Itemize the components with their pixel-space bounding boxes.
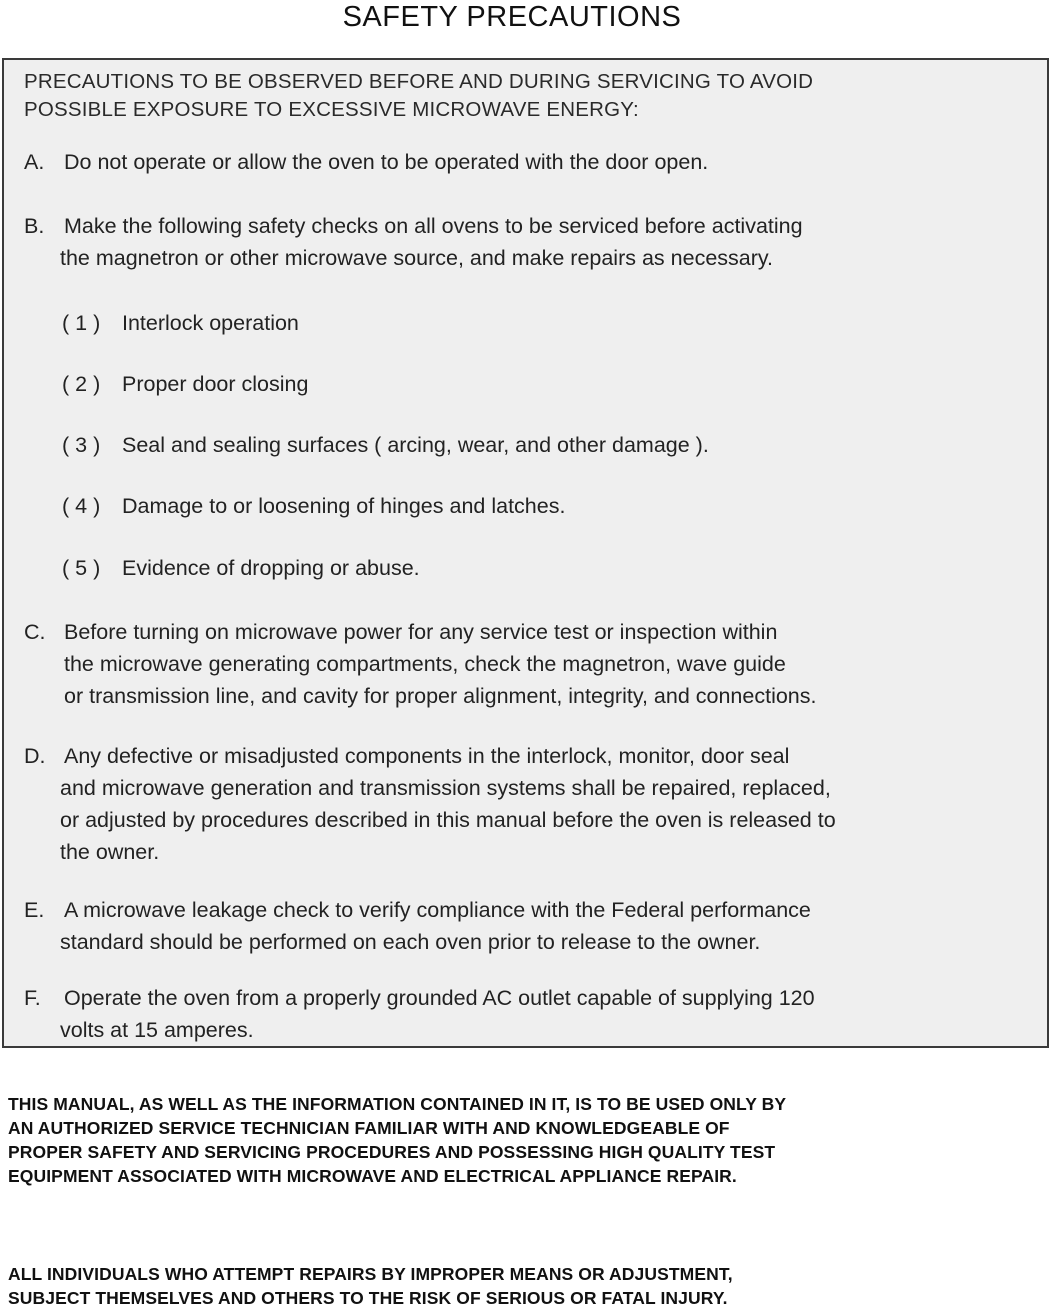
check-number: ( 2 )	[62, 372, 101, 396]
intro-line: POSSIBLE EXPOSURE TO EXCESSIVE MICROWAVE ENERGY:	[24, 98, 639, 121]
check-item	[62, 308, 299, 338]
item-letter: E.	[24, 898, 45, 922]
notice-line: ALL INDIVIDUALS WHO ATTEMPT REPAIRS BY IMPROPER MEANS OR ADJUSTMENT,	[8, 1264, 733, 1284]
notice-line: PROPER SAFETY AND SERVICING PROCEDURES AND POSSESSING HIGH QUALITY TEST	[8, 1142, 776, 1162]
item-c	[24, 616, 816, 712]
check-item	[62, 369, 308, 399]
page-title: SAFETY PRECAUTIONS	[342, 1, 682, 33]
authorized-use-notice	[8, 1092, 786, 1188]
item-text: A microwave leakage check to verify compliance with the Federal performance	[64, 898, 811, 922]
check-item	[62, 553, 420, 583]
item-text: and microwave generation and transmission systems shall be repaired, replaced,	[60, 776, 831, 800]
item-text: Do not operate or allow the oven to be operated with the door open.	[64, 150, 709, 174]
item-text: standard should be performed on each oven prior to release to the owner.	[60, 930, 761, 954]
check-text: Proper door closing	[122, 372, 309, 396]
item-letter: F.	[24, 986, 41, 1010]
check-item	[62, 491, 565, 521]
item-text: Operate the oven from a properly grounded AC outlet capable of supplying 120	[64, 986, 815, 1010]
item-letter: C.	[24, 620, 46, 644]
item-text: or transmission line, and cavity for proper alignment, integrity, and connections.	[64, 684, 817, 708]
item-letter: D.	[24, 744, 46, 768]
item-text: the magnetron or other microwave source, and make repairs as necessary.	[60, 246, 774, 270]
item-e	[24, 894, 811, 958]
item-text: volts at 15 amperes.	[60, 1018, 254, 1042]
precautions-box	[2, 58, 1049, 1048]
item-d	[24, 740, 836, 868]
item-letter: B.	[24, 214, 45, 238]
item-text: or adjusted by procedures described in this manual before the oven is released to	[60, 808, 836, 832]
check-number: ( 3 )	[62, 433, 101, 457]
notice-line: SUBJECT THEMSELVES AND OTHERS TO THE RISK OF SERIOUS OR FATAL INJURY.	[8, 1288, 728, 1308]
notice-line: AN AUTHORIZED SERVICE TECHNICIAN FAMILIAR WITH AND KNOWLEDGEABLE OF	[8, 1118, 730, 1138]
check-number: ( 1 )	[62, 311, 101, 335]
item-text: Make the following safety checks on all ovens to be serviced before activating	[64, 214, 803, 238]
item-text: the owner.	[60, 840, 160, 864]
check-number: ( 5 )	[62, 556, 101, 580]
check-text: Interlock operation	[122, 311, 299, 335]
item-letter: A.	[24, 150, 45, 174]
check-text: Evidence of dropping or abuse.	[122, 556, 420, 580]
check-number: ( 4 )	[62, 494, 101, 518]
item-b	[24, 210, 803, 274]
risk-warning-notice	[8, 1262, 733, 1310]
intro-line: PRECAUTIONS TO BE OBSERVED BEFORE AND DURING SERVICING TO AVOID	[24, 70, 814, 93]
check-text: Damage to or loosening of hinges and latches.	[122, 494, 566, 518]
item-text: Before turning on microwave power for any service test or inspection within	[64, 620, 778, 644]
check-item	[62, 430, 709, 460]
intro-heading	[24, 68, 813, 124]
notice-line: THIS MANUAL, AS WELL AS THE INFORMATION CONTAINED IN IT, IS TO BE USED ONLY BY	[8, 1094, 787, 1114]
check-text: Seal and sealing surfaces ( arcing, wear, and other damage ).	[122, 433, 709, 457]
item-a	[24, 146, 708, 178]
notice-line: EQUIPMENT ASSOCIATED WITH MICROWAVE AND ELECTRICAL APPLIANCE REPAIR.	[8, 1166, 737, 1186]
item-text: Any defective or misadjusted components in the interlock, monitor, door seal	[64, 744, 790, 768]
item-text: the microwave generating compartments, check the magnetron, wave guide	[64, 652, 786, 676]
item-f	[24, 982, 815, 1046]
